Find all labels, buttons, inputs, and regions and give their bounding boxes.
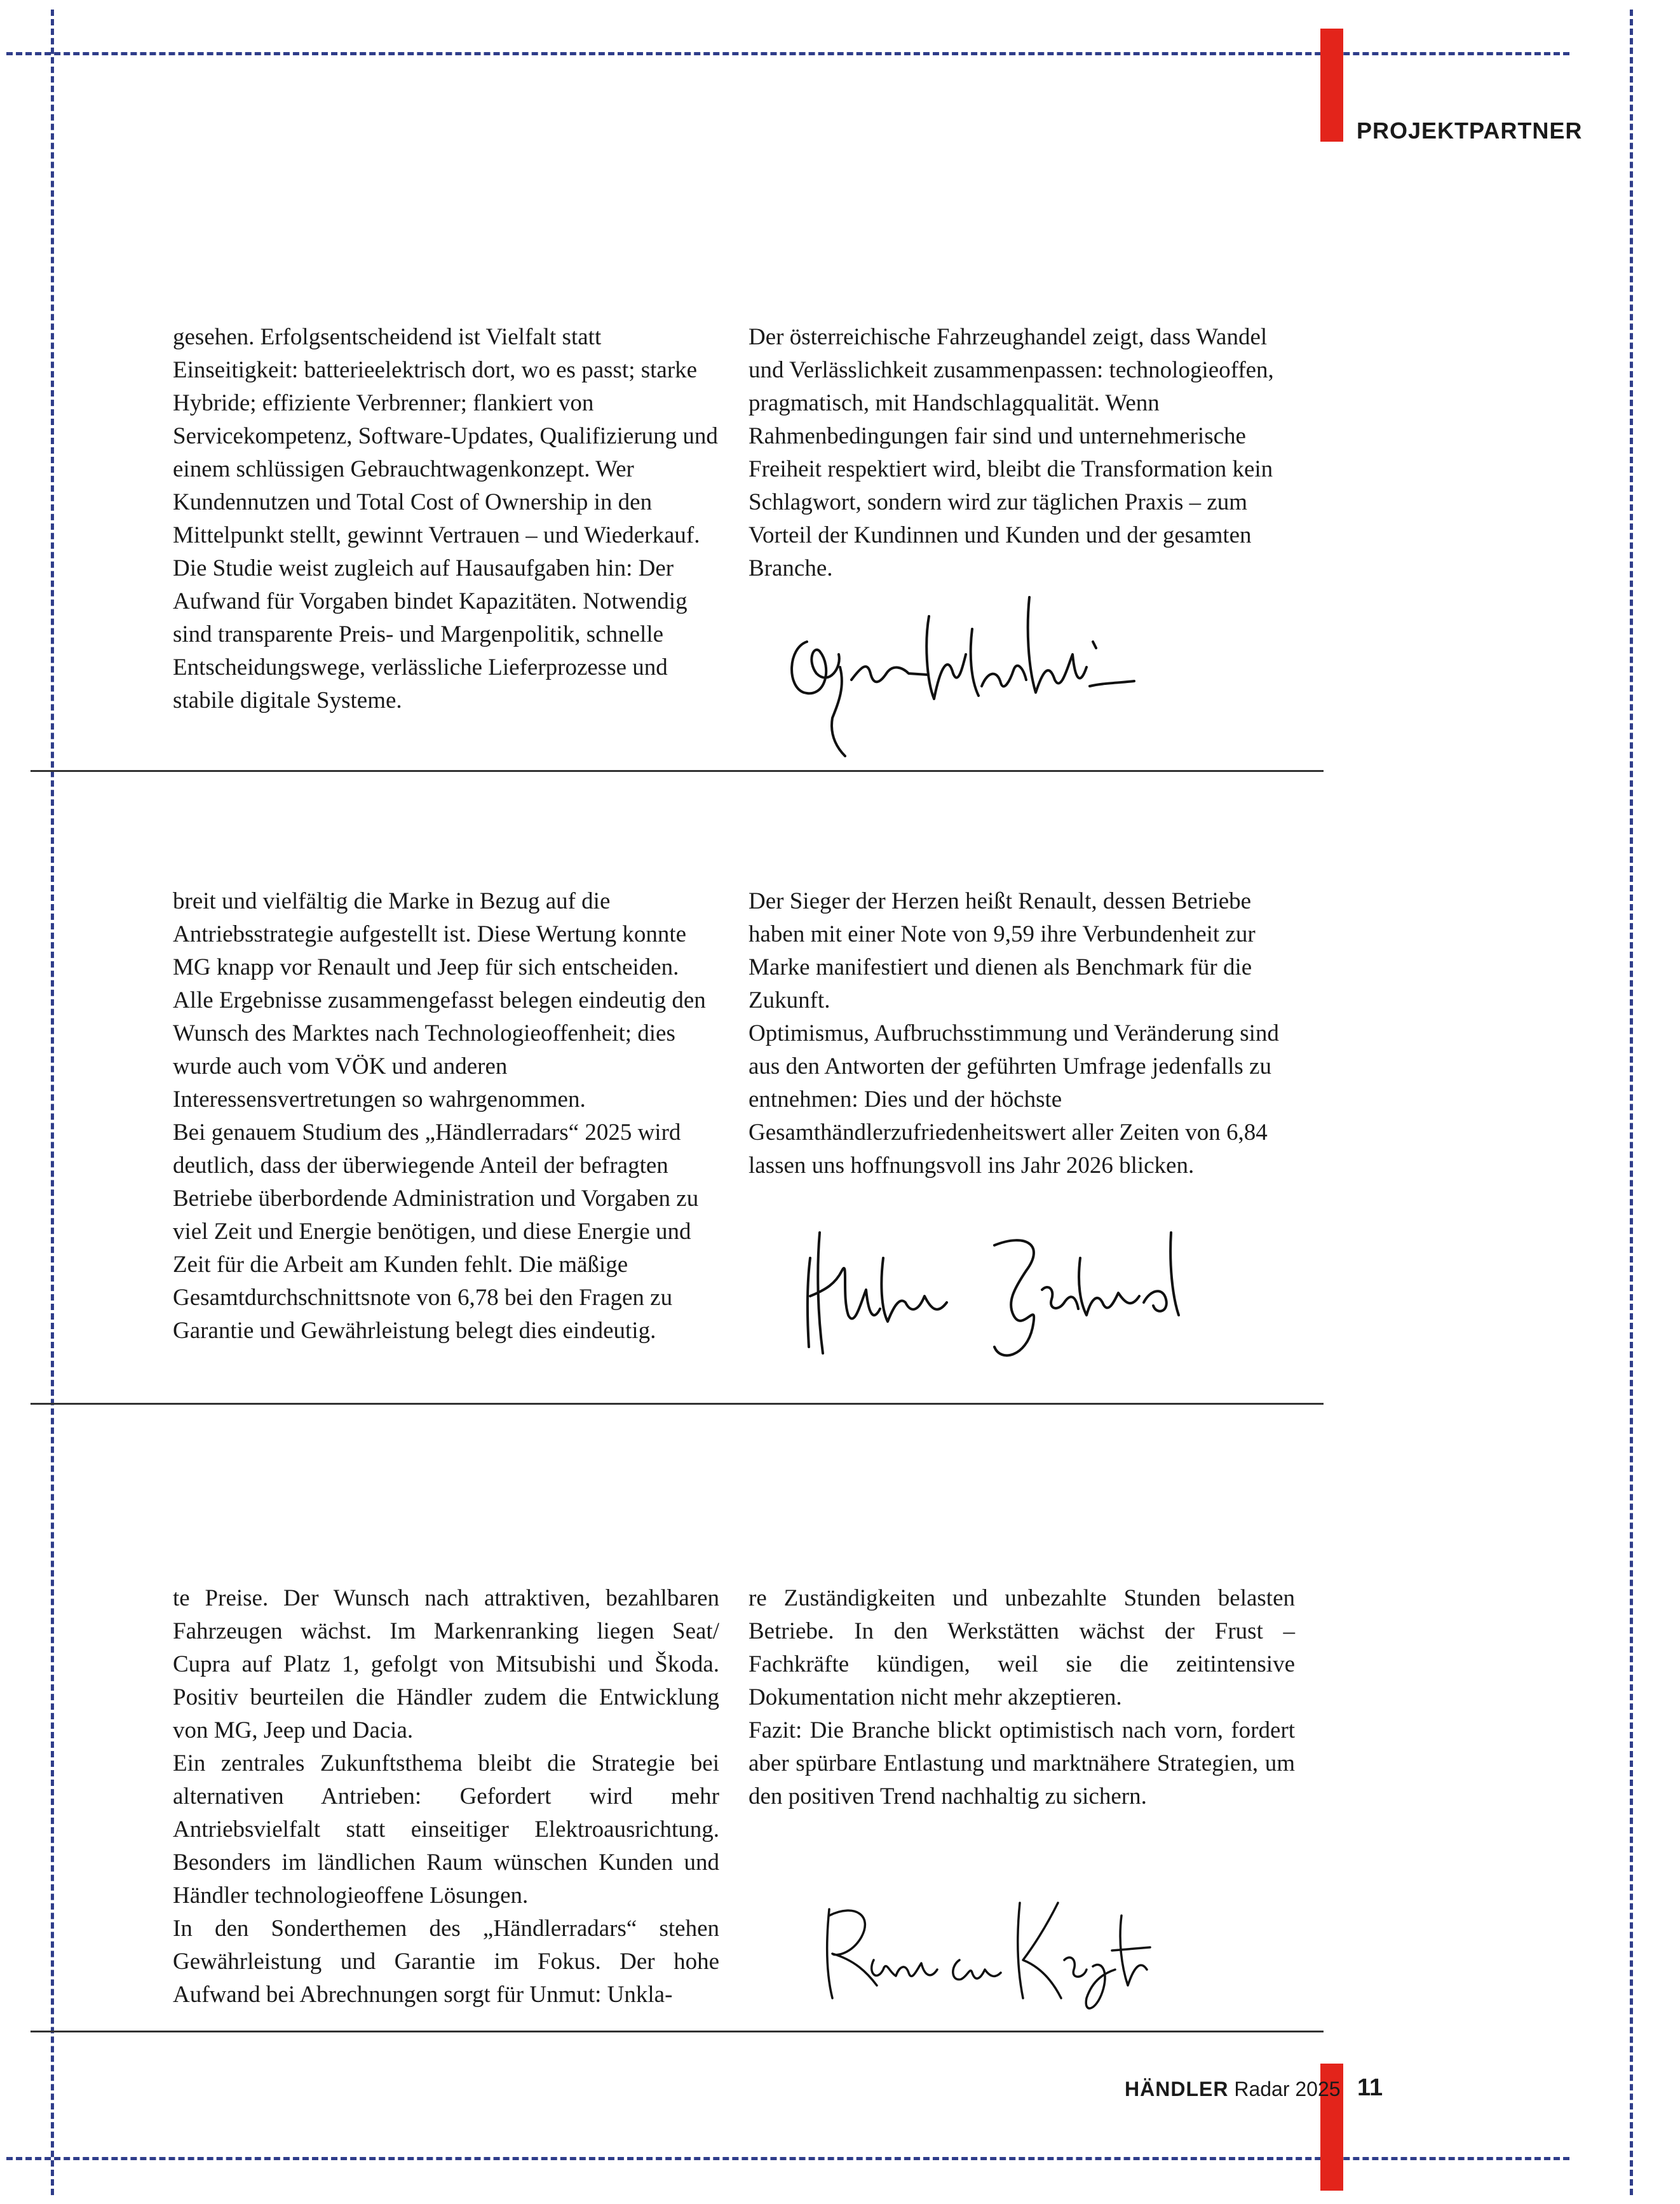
- section-3-left-column: [173, 1582, 719, 2011]
- section-2-left-column: [173, 885, 719, 1348]
- paragraph: Die Studie weist zugleich auf Hausaufgaben hin: Der Aufwand für Vorgaben bindet Kapazitäten. Notwendig sind transparente Preis- und Margenpolitik, schnelle Entscheidungswege, verlässliche Lieferprozesse und stabile digitale Systeme.: [173, 555, 688, 713]
- page-number: 11: [1357, 2074, 1383, 2101]
- paragraph: In den Sonderthemen des „Händlerradars“ stehen Gewährleistung und Garantie im Fokus. Der hohe Aufwand bei Abrechnungen sorgt für Unmut: Unkla-: [173, 1916, 719, 2008]
- footer-brand: [1125, 2078, 1341, 2101]
- footer-brand-bold: HÄNDLER: [1125, 2078, 1229, 2100]
- paragraph: breit und vielfältig die Marke in Bezug auf die Antriebsstrategie aufgestellt ist. Diese Wertung konnte MG knapp vor Renault und Jeep für sich entscheiden. Alle Ergebnisse zusammengefasst belegen eindeutig den Wunsch des Marktes nach Technologieoffenheit; dies wurde auch vom VÖK und anderen Interessensvertretungen so wahrgenommen.: [173, 888, 706, 1112]
- section-3-right-column: [749, 1582, 1295, 1813]
- paragraph: Der Sieger der Herzen heißt Renault, dessen Betriebe haben mit einer Note von 9,59 ihre Verbundenheit zur Marke manifestiert und dienen als Benchmark für die Zukunft.: [749, 888, 1256, 1013]
- accent-bar-top: [1320, 29, 1343, 142]
- paragraph: Ein zentrales Zukunftsthema bleibt die Strategie bei alternativen Antrieben: Gefordert wird mehr Antriebsvielfalt statt einseitiger Elektroausrichtung. Besonders im ländlichen Raum wünschen Kunden und Händler technologieoffene Lösungen.: [173, 1750, 719, 1909]
- signature-1: [782, 591, 1137, 762]
- signature-2: [797, 1220, 1191, 1366]
- section-label: PROJEKTPARTNER: [1357, 118, 1583, 144]
- crop-mark-left: [51, 10, 54, 2195]
- section-divider: [30, 2031, 1324, 2032]
- section-1-right-column: [749, 321, 1295, 585]
- paragraph: Der österreichische Fahrzeughandel zeigt, dass Wandel und Verlässlichkeit zusammenpassen: technologieoffen, pragmatisch, mit Handschlagqualität. Wenn Rahmenbedingungen fair sind und unternehmerische Freiheit respektiert wird, bleibt die Transformation kein Schlagwort, sondern wird zur täglichen Praxis – zum Vorteil der Kundinnen und Kunden und der gesamten Branche.: [749, 324, 1274, 581]
- paragraph: re Zuständigkeiten und unbezahlte Stunden belasten Betriebe. In den Werkstätten wächst der Frust – Fachkräfte kündigen, weil sie die zeitintensive Dokumentation nicht mehr akzeptieren.: [749, 1585, 1295, 1710]
- section-divider: [30, 1403, 1324, 1405]
- section-divider: [30, 770, 1324, 772]
- section-2-right-column: [749, 885, 1295, 1182]
- crop-mark-right: [1630, 10, 1633, 2195]
- paragraph: te Preise. Der Wunsch nach attraktiven, bezahlbaren Fahrzeugen wächst. Im Markenranking liegen Seat/ Cupra auf Platz 1, gefolgt von Mitsubishi und Škoda. Positiv beurteilen die Händler zudem die Entwicklung von MG, Jeep und Dacia.: [173, 1585, 719, 1743]
- paragraph: Fazit: Die Branche blickt optimistisch nach vorn, fordert aber spürbare Entlastung und marktnähere Strategien, um den positiven Trend nachhaltig zu sichern.: [749, 1717, 1295, 1809]
- section-1-left-column: [173, 321, 719, 717]
- paragraph: Bei genauem Studium des „Händlerradars“ 2025 wird deutlich, dass der überwiegende Anteil der befragten Betriebe überbordende Administration und Vorgaben zu viel Zeit und Energie benötigen, und diese Energie und Zeit für die Arbeit am Kunden fehlt. Die mäßige Gesamtdurchschnittsnote von 6,78 bei den Fragen zu Garantie und Gewährleistung belegt dies eindeutig.: [173, 1119, 699, 1344]
- signature-3: [804, 1890, 1160, 2017]
- paragraph: gesehen. Erfolgsentscheidend ist Vielfalt statt Einseitigkeit: batterieelektrisch dort, wo es passt; starke Hybride; effiziente Verbrenner; flankiert von Servicekompetenz, Software-Updates, Qualifizierung und einem schlüssigen Gebrauchtwagenkonzept. Wer Kundennutzen und Total Cost of Ownership in den Mittelpunkt stellt, gewinnt Vertrauen – und Wiederkauf.: [173, 324, 718, 548]
- paragraph: Optimismus, Aufbruchsstimmung und Veränderung sind aus den Antworten der geführten Umfrage jedenfalls zu entnehmen: Dies und der höchste Gesamthändlerzufriedenheitswert aller Zeiten von 6,84 lassen uns hoffnungsvoll ins Jahr 2026 blicken.: [749, 1020, 1279, 1179]
- footer-brand-rest: Radar 2025: [1228, 2078, 1341, 2100]
